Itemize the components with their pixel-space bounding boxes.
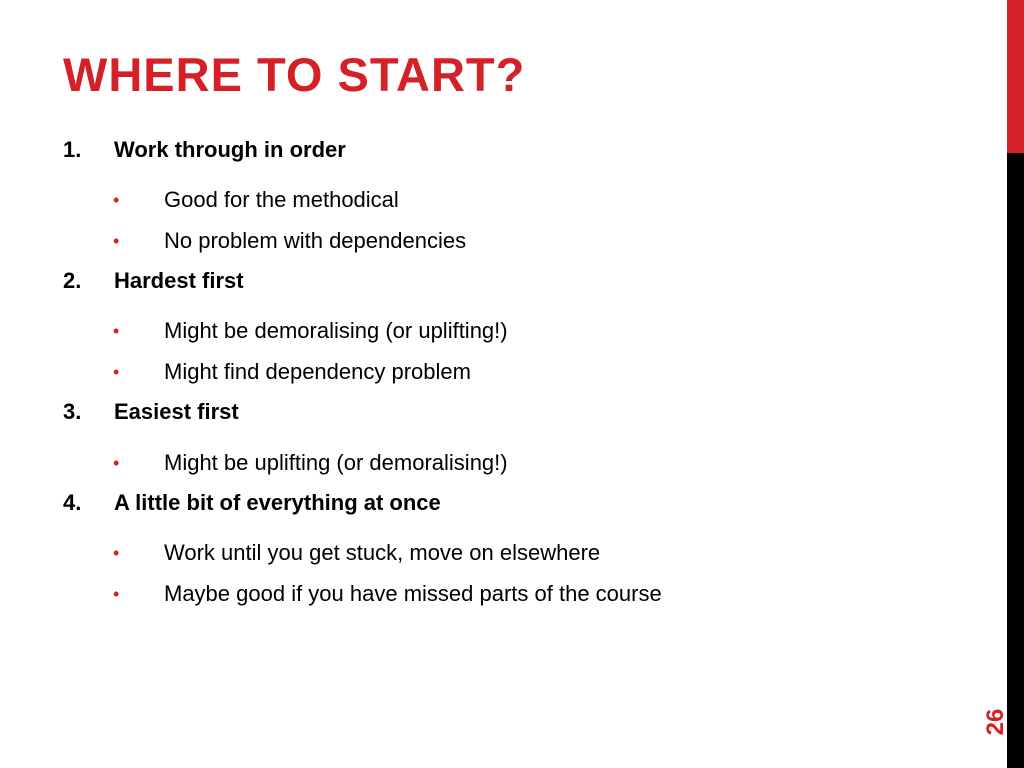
list-number: 1. (63, 137, 82, 162)
list-subitem: Might be demoralising (or uplifting!) (164, 318, 508, 343)
bullet-icon: • (113, 453, 120, 473)
slide-title: WHERE TO START? (63, 48, 526, 101)
list-number: 2. (63, 268, 82, 293)
bullet-icon: • (113, 584, 120, 604)
list-subitem: Might be uplifting (or demoralising!) (164, 450, 508, 475)
bullet-icon: • (113, 190, 120, 210)
bullet-icon: • (113, 543, 120, 563)
bullet-icon: • (113, 321, 120, 341)
bullet-icon: • (113, 362, 120, 382)
list-heading: A little bit of everything at once (114, 490, 441, 515)
list-subitem: Might find dependency problem (164, 359, 471, 384)
list-number: 3. (63, 399, 82, 424)
list-subitem: Work until you get stuck, move on elsewhere (164, 540, 601, 565)
list-heading: Easiest first (114, 399, 239, 424)
list-subitem: Maybe good if you have missed parts of the course (164, 581, 662, 606)
list-heading: Hardest first (114, 268, 244, 293)
list-number: 4. (63, 490, 82, 515)
slide-number-label: 26 (982, 708, 1009, 736)
sidebar-dark-bar (1007, 153, 1024, 768)
sidebar-accent-bar (1007, 0, 1024, 153)
bullet-icon: • (113, 231, 120, 251)
list-subitem: No problem with dependencies (164, 228, 467, 253)
list-heading: Work through in order (114, 137, 346, 162)
list-subitem: Good for the methodical (164, 187, 399, 212)
